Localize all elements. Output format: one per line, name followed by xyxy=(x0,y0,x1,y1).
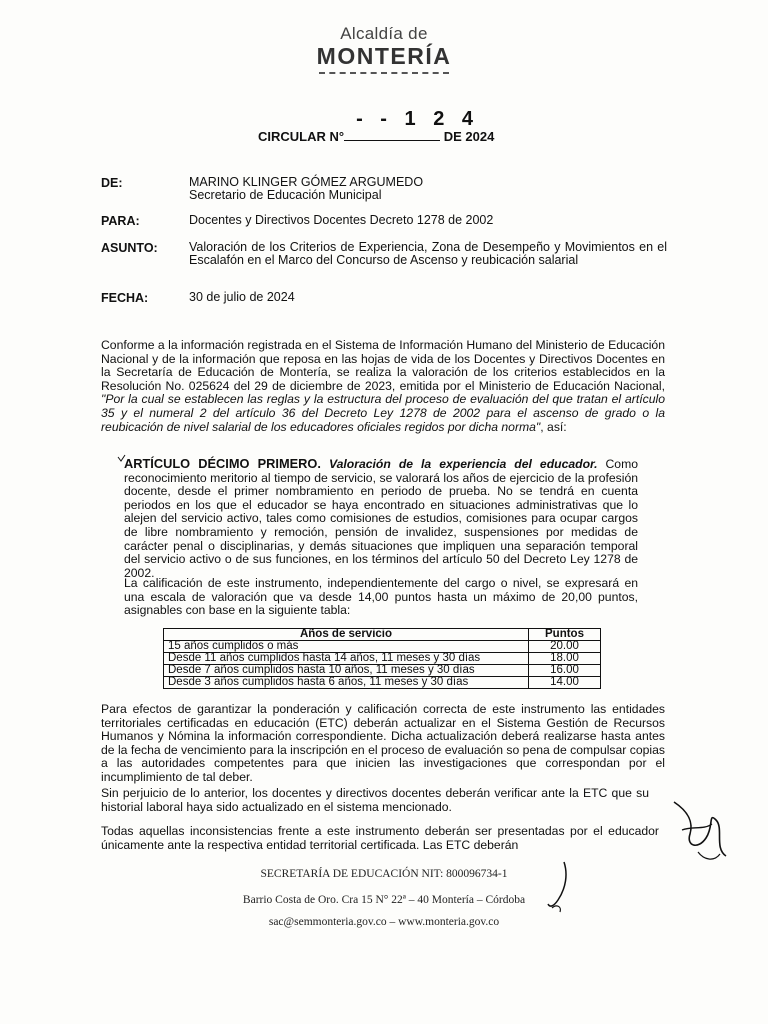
fecha-label: FECHA: xyxy=(101,291,149,305)
header-para xyxy=(101,214,681,230)
article-paragraph xyxy=(124,457,638,580)
table-row xyxy=(164,641,601,653)
table-cell-years: Desde 11 años cumplidos hasta 14 años, 11 meses y 30 días xyxy=(164,653,529,665)
article-title: ARTÍCULO DÉCIMO PRIMERO. xyxy=(124,456,321,471)
handwritten-initials-icon xyxy=(544,858,574,918)
table-header-points: Puntos xyxy=(529,629,601,641)
resolution-quote: "Por la cual se establecen las reglas y la estructura del proceso de evaluación del que tratan el artículo 35 y el numeral 2 del artículo 36 del Decreto Ley 1278 de 2002 para el ascenso de grado o la reubicación de nivel salarial de los educadores oficiales regidos por dicha norma" xyxy=(101,392,665,434)
logo-main-text: MONTERÍA xyxy=(316,43,452,69)
circular-prefix: CIRCULAR N° xyxy=(258,129,345,144)
table-cell-points: 14.00 xyxy=(529,677,601,689)
handwritten-signature-icon xyxy=(668,790,736,870)
header-fecha xyxy=(101,291,681,307)
logo-underline xyxy=(319,72,449,74)
fecha-value: 30 de julio de 2024 xyxy=(189,290,295,304)
table-cell-years: 15 años cumplidos o más xyxy=(164,641,529,653)
de-name: MARINO KLINGER GÓMEZ ARGUMEDO xyxy=(189,175,424,189)
de-label: DE: xyxy=(101,176,123,190)
table-cell-points: 16.00 xyxy=(529,665,601,677)
de-role: Secretario de Educación Municipal xyxy=(189,188,382,202)
intro-text: Conforme a la información registrada en el Sistema de Información Humano del Ministerio de Educación Nacional y de la información que reposa en las hojas de vida de los Docentes y Directivos Docentes en la Secretaría de Educación de Montería, se realiza la valoración de los criterios establecidos en la Resolución No. 025624 del 29 de diciembre de 2023, emitida por el Ministerio de Educación Nacional, xyxy=(101,338,665,393)
article-subtitle: Valoración de la experiencia del educador. xyxy=(328,457,598,471)
table-cell-points: 20.00 xyxy=(529,641,601,653)
years-of-service-table xyxy=(163,628,601,689)
table-cell-points: 18.00 xyxy=(529,653,601,665)
scale-paragraph: La calificación de este instrumento, independientemente del cargo o nivel, se expresará en una escala de valoración que va desde 14,00 puntos hasta un máximo de 20,00 puntos, asignables con base en la siguiente tabla: xyxy=(124,576,638,618)
checkmark-annotation-icon xyxy=(117,454,127,464)
circular-number: - - 1 2 4 xyxy=(356,108,480,130)
table-row xyxy=(164,677,601,689)
para-label: PARA: xyxy=(101,214,140,228)
circular-title xyxy=(258,108,495,144)
table-row xyxy=(164,665,601,677)
footer-address: Barrio Costa de Oro. Cra 15 N° 22ª – 40 Montería – Córdoba xyxy=(242,894,526,906)
ponderacion-paragraph: Para efectos de garantizar la ponderación y calificación correcta de este instrumento las entidades territoriales certificadas en educación (ETC) deberán actualizar en el Sistema Gestión de Recursos Humanos y Nómina la información correspondiente. Dicha actualización deberá realizarse hasta antes de la fecha de vencimiento para la inscripción en el proceso de evaluación so pena de compulsar copias a las autoridades competentes para que inicien las investigaciones que correspondan por el incumplimiento de tal deber. xyxy=(101,702,665,784)
asunto-label: ASUNTO: xyxy=(101,241,158,255)
table-cell-years: Desde 7 años cumplidos hasta 10 años, 11 meses y 30 días xyxy=(164,665,529,677)
header-asunto xyxy=(101,241,681,283)
article-text: Como reconocimiento meritorio al tiempo de servicio, se valorará los años de ejercicio de la profesión docente, desde el primer nombramiento en periodo de prueba. No se tendrá en cuenta periodos en los que el educador se haya encontrado en situaciones administrativas que lo alejen del servicio activo, tales como comisiones de estudios, comisiones para ocupar cargos de libre nombramiento y remoción, pensión de invalidez, suspensiones por medidas de carácter penal o disciplinarias, y demás situaciones que impliquen una separación temporal del servicio activo o de sus funciones, en los términos del artículo 50 del Decreto Ley 1278 de 2002. xyxy=(124,457,639,580)
intro-end: , así: xyxy=(540,419,567,434)
table-header-years: Años de servicio xyxy=(164,629,529,641)
logo-top-text: Alcaldía de xyxy=(340,24,428,43)
footer-contact: sac@semmonteria.gov.co – www.monteria.gov.co xyxy=(268,916,500,928)
table-header-row xyxy=(164,629,601,641)
para-value: Docentes y Directivos Docentes Decreto 1278 de 2002 xyxy=(189,213,494,227)
footer-nit: SECRETARÍA DE EDUCACIÓN NIT: 800096734-1 xyxy=(260,868,508,880)
intro-paragraph xyxy=(101,339,665,434)
circular-suffix: DE 2024 xyxy=(443,129,495,144)
perjuicio-paragraph: Sin perjuicio de lo anterior, los docentes y directivos docentes deberán verificar ante la ETC que su historial laboral haya sido actualizado en el sistema mencionado. xyxy=(101,786,649,814)
municipality-logo xyxy=(0,24,768,74)
asunto-value: Valoración de los Criterios de Experiencia, Zona de Desempeño y Movimientos en el Escalafón en el Marco del Concurso de Ascenso y reubicación salarial xyxy=(189,240,667,267)
header-de xyxy=(101,176,681,206)
de-value xyxy=(189,176,667,202)
inconsistencias-paragraph: Todas aquellas inconsistencias frente a este instrumento deberán ser presentadas por el educador únicamente ante la respectiva entidad territorial certificada. Las ETC deberán xyxy=(101,824,659,852)
table-cell-years: Desde 3 años cumplidos hasta 6 años, 11 meses y 30 días xyxy=(164,677,529,689)
table-row xyxy=(164,653,601,665)
